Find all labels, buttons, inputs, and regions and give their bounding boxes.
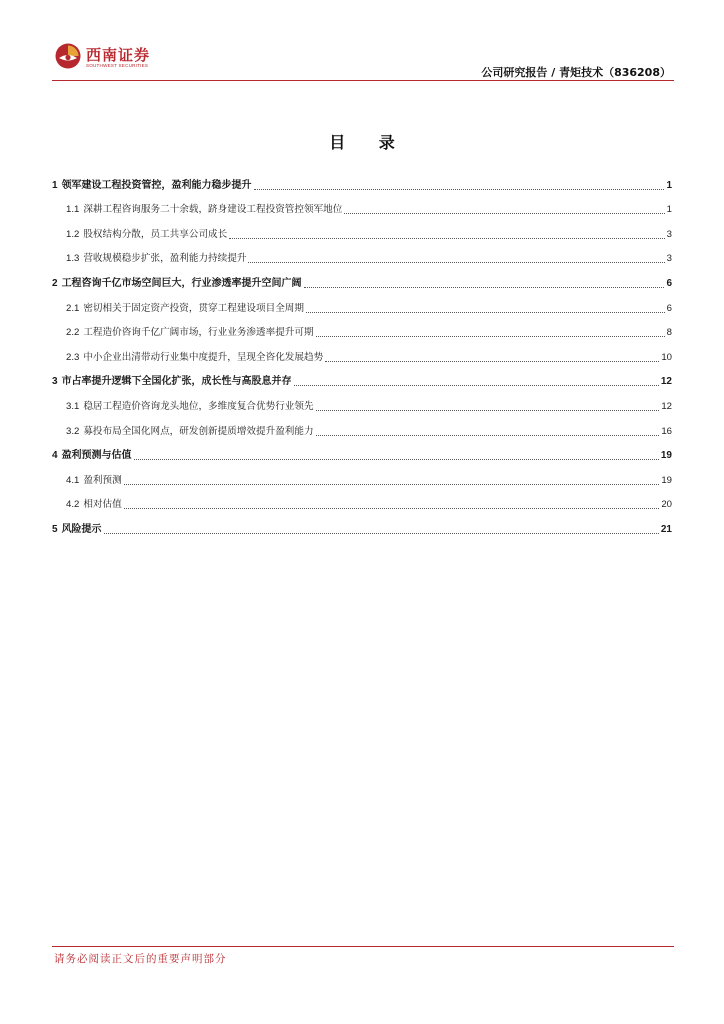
toc-entry-title: 密切相关于固定资产投资，贯穿工程建设项目全周期 [83,302,304,314]
toc-page-number: 21 [660,523,672,535]
toc-leader-dots [254,189,665,190]
toc-entry-title: 市占率提升逻辑下全国化扩张，成长性与高股息并存 [61,376,292,388]
toc-entry-number: 2.1 [66,302,80,314]
toc-entry-number: 4.1 [66,474,80,486]
toc-section-entry[interactable] [52,217,672,242]
logo-mark-icon [54,42,82,70]
toc-page-number: 8 [666,327,672,339]
toc-entry-number: 3 [52,376,58,388]
toc-entry-title: 工程造价咨询千亿广阔市场，行业业务渗透率提升可期 [83,327,314,339]
toc-leader-dots [316,410,660,411]
toc-entry-title: 股权结构分散，员工共享公司成长 [83,228,228,240]
toc-section-entry[interactable] [52,193,672,218]
header-divider [52,80,674,81]
toc-entry-title: 工程咨询千亿市场空间巨大，行业渗透率提升空间广阔 [61,277,302,289]
toc-title: 目 录 [329,133,409,152]
toc-entry-title: 相对估值 [83,499,122,511]
toc-section-entry[interactable] [52,316,672,341]
toc-leader-dots [294,385,659,386]
toc-entry-number: 3.1 [66,400,80,412]
toc-page-number: 3 [666,253,672,265]
toc-page-number: 19 [660,450,672,462]
toc-page-number: 10 [661,351,672,363]
toc-entry-title: 盈利预测与估值 [61,450,132,462]
toc-leader-dots [134,459,659,460]
toc-entry-title: 营收规模稳步扩张，盈利能力持续提升 [83,253,247,265]
toc-page-number: 3 [666,228,672,240]
toc-entry-number: 2 [52,277,58,289]
company-logo [54,42,164,76]
toc-page-number: 12 [660,376,672,388]
toc-leader-dots [124,484,660,485]
table-of-contents [52,168,672,537]
toc-chapter-entry[interactable] [52,365,672,390]
toc-entry-number: 3.2 [66,425,80,437]
toc-leader-dots [344,213,664,214]
toc-chapter-entry[interactable] [52,168,672,193]
toc-section-entry[interactable] [52,340,672,365]
toc-entry-title: 领军建设工程投资管控，盈利能力稳步提升 [61,179,252,191]
toc-page-number: 1 [666,204,672,216]
toc-leader-dots [248,262,664,263]
toc-entry-title: 盈利预测 [83,474,122,486]
toc-chapter-entry[interactable] [52,439,672,464]
toc-chapter-entry[interactable] [52,266,672,291]
logo-chinese-name: 西南证券 [86,46,151,64]
toc-section-entry[interactable] [52,389,672,414]
toc-entry-number: 1.3 [66,253,80,265]
toc-entry-title: 深耕工程咨询服务二十余载，跻身建设工程投资管控领军地位 [83,204,343,216]
toc-section-entry[interactable] [52,242,672,267]
toc-leader-dots [104,533,659,534]
logo-english-name: SOUTHWEST SECURITIES [86,63,149,68]
toc-entry-number: 1 [52,179,58,191]
toc-entry-title: 稳居工程造价咨询龙头地位，多维度复合优势行业领先 [83,400,314,412]
toc-entry-title: 募投布局全国化网点，研发创新提质增效提升盈利能力 [83,425,314,437]
toc-page-number: 19 [661,474,672,486]
toc-entry-number: 4 [52,450,58,462]
toc-leader-dots [124,508,660,509]
toc-page-number: 16 [661,425,672,437]
footer-disclaimer: 请务必阅读正文后的重要声明部分 [54,953,227,965]
toc-section-entry[interactable] [52,291,672,316]
toc-chapter-entry[interactable] [52,512,672,537]
report-tag: 公司研究报告 / 青矩技术（836208） [481,66,671,79]
toc-entry-number: 2.2 [66,327,80,339]
toc-page-number: 6 [666,302,672,314]
toc-page-number: 6 [666,277,672,289]
toc-leader-dots [306,312,665,313]
footer-divider [52,946,674,947]
toc-section-entry[interactable] [52,488,672,513]
toc-leader-dots [304,287,665,288]
toc-leader-dots [316,336,665,337]
toc-entry-title: 风险提示 [61,523,102,535]
toc-entry-number: 5 [52,523,58,535]
page-header [0,0,724,82]
toc-leader-dots [316,435,660,436]
toc-entry-number: 1.2 [66,228,80,240]
toc-entry-number: 4.2 [66,499,80,511]
toc-leader-dots [229,238,664,239]
toc-page-number: 20 [661,499,672,511]
toc-page-number: 1 [666,179,672,191]
toc-leader-dots [325,361,659,362]
toc-entry-number: 1.1 [66,204,80,216]
toc-section-entry[interactable] [52,414,672,439]
toc-entry-number: 2.3 [66,351,80,363]
toc-section-entry[interactable] [52,463,672,488]
toc-entry-title: 中小企业出清带动行业集中度提升，呈现全咨化发展趋势 [83,351,324,363]
toc-page-number: 12 [661,400,672,412]
